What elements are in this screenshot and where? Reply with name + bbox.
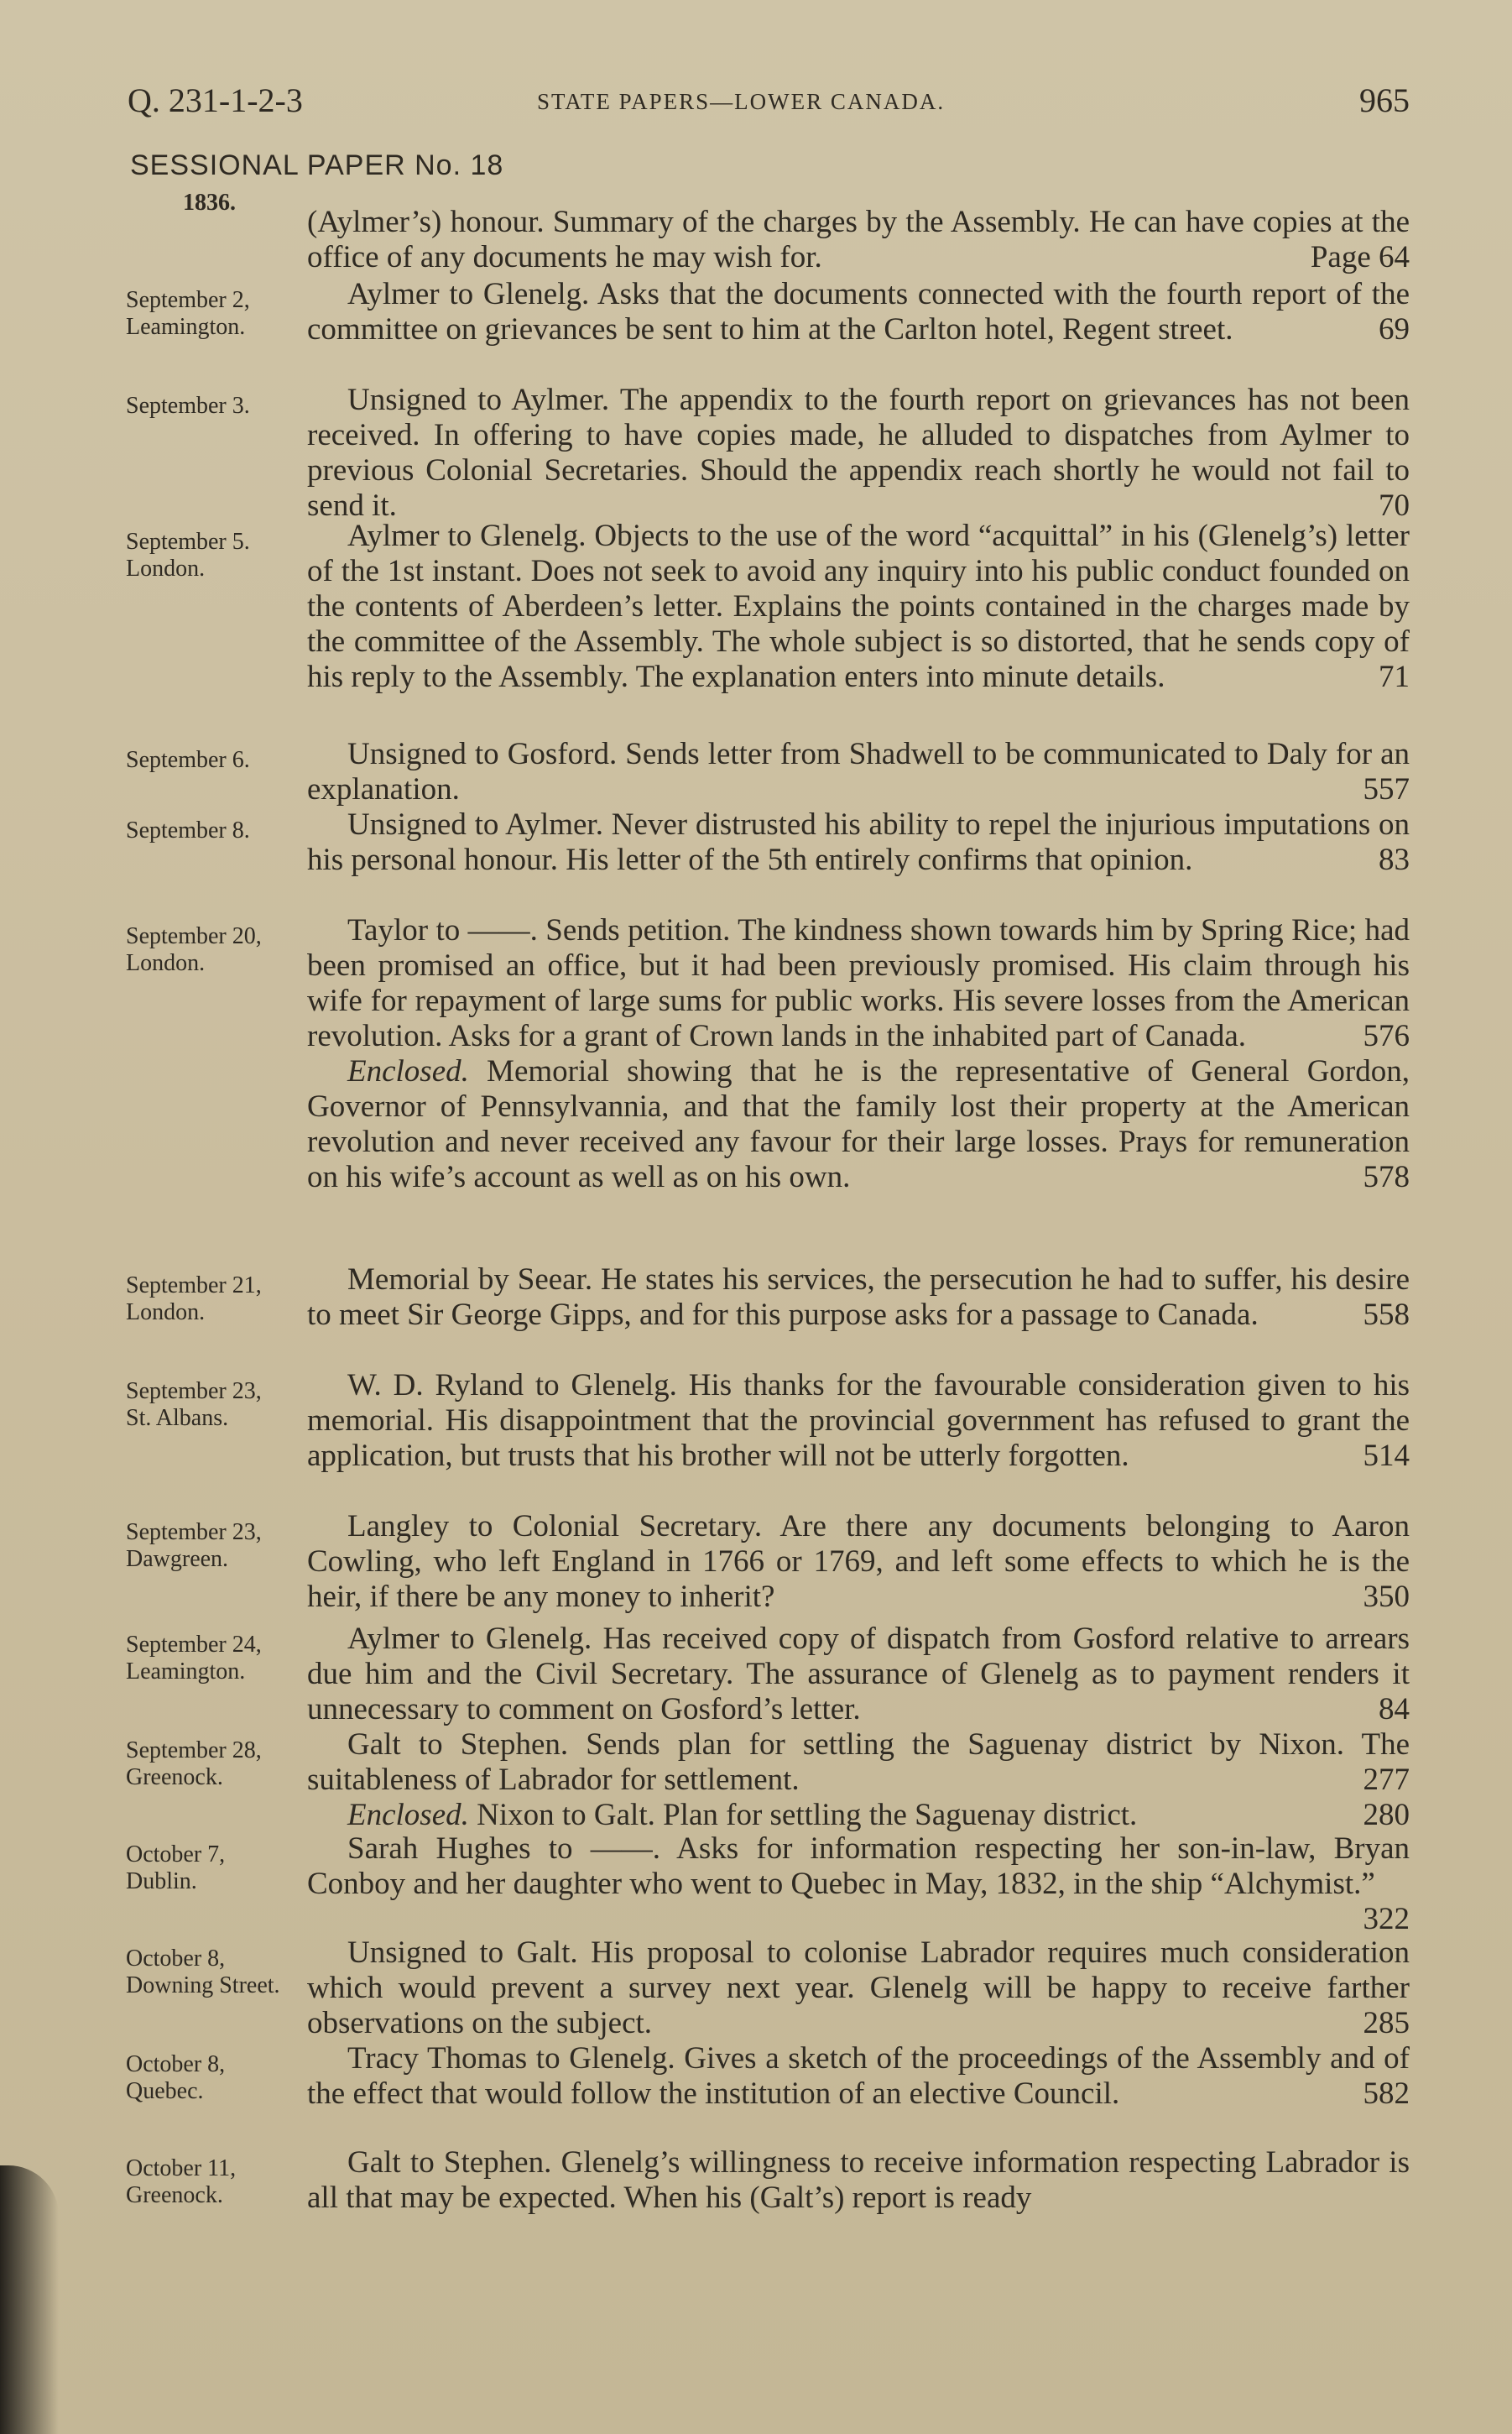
entry-text: Tracy Thomas to Glenelg. Gives a sketch of the proceedings of the Assembly and of the effect that would follow the institution of an elective Council. 582 <box>307 2041 1410 2111</box>
entry-text: Aylmer to Glenelg. Asks that the documents connected with the fourth report of the committee on grievances be sent to him at the Carlton hotel, Regent street. 69 <box>307 277 1410 347</box>
entry-place: Dawgreen. <box>126 1546 229 1572</box>
entry-body <box>307 913 1410 1195</box>
entry-place: Leamington. <box>126 1658 246 1684</box>
entry-body <box>307 737 1410 807</box>
entry-text: Unsigned to Aylmer. Never distrusted his ability to repel the injurious imputations on his personal honour. His letter of the 5th entirely confirms that opinion. 83 <box>307 807 1410 877</box>
entry-place: St. Albans. <box>126 1405 229 1431</box>
entry-body <box>307 1509 1410 1615</box>
entry-text: Galt to Stephen. Sends plan for settling the Saguenay district by Nixon. The suitableness of Labrador for settlement. 277 <box>307 1727 1410 1797</box>
entry-page-ref: 350 <box>1363 1580 1410 1614</box>
entry-text: Taylor to ——. Sends petition. The kindness shown towards him by Spring Rice; had been promised an office, but it had been previously promised. His claim through his wife for repayment of large sums for public works. His severe losses from the American revolution. Asks for a grant of Crown lands in the inhabited part of Canada. 576 <box>307 913 1410 1053</box>
entry-text: Galt to Stephen. Glenelg’s willingness to receive information respecting Labrador is all that may be expected. When his (Galt’s) report is ready <box>307 2145 1410 2215</box>
entry-date: September 8. <box>126 817 250 844</box>
entry-text: Memorial by Seear. He states his services, the persecution he had to suffer, his desire to meet Sir George Gipps, and for this purpose asks for a passage to Canada. 558 <box>307 1262 1410 1332</box>
entry-place: Greenock. <box>126 2182 223 2208</box>
entry-text: W. D. Ryland to Glenelg. His thanks for the favourable consideration given to his memorial. His disappointment that the provincial government has refused to grant the application, but trusts that his brother will not be utterly forgotten. 514 <box>307 1368 1410 1473</box>
entry-place: Leamington. <box>126 314 246 340</box>
entry-page-ref: 84 <box>1379 1692 1410 1726</box>
entry-text: Unsigned to Aylmer. The appendix to the fourth report on grievances has not been received. In offering to have copies made, he alluded to dispatches from Aylmer to previous Colonial Secretaries. Should the appendix reach shortly he would not fail to send it. 70 <box>307 383 1410 523</box>
entry-place: London. <box>126 950 206 976</box>
entry-date: September 5. <box>126 529 250 555</box>
entry-date: September 2, <box>126 287 250 313</box>
entry-body <box>307 1368 1410 1474</box>
entry-place: London. <box>126 556 206 582</box>
entry-date: September 28, <box>126 1737 262 1763</box>
entry-date: October 11, <box>126 2155 237 2181</box>
enclosure-text: Enclosed. Nixon to Galt. Plan for settling the Saguenay district. 280 <box>347 1798 1410 1832</box>
entry-page-ref: 322 <box>1363 1902 1410 1936</box>
entry-body <box>307 1935 1410 2041</box>
page-number: 965 <box>1359 81 1410 119</box>
entry-body <box>307 1831 1410 1937</box>
entry-page-ref: 285 <box>1363 2006 1410 2040</box>
entry-date: September 21, <box>126 1272 262 1298</box>
enclosure-label: Enclosed. <box>347 1054 469 1089</box>
enclosure-label: Enclosed. <box>347 1798 469 1832</box>
entry-date-place <box>126 1841 302 1895</box>
entry-date-place <box>126 1632 302 1685</box>
entry-date: September 6. <box>126 747 250 773</box>
entry-date: September 24, <box>126 1632 262 1658</box>
entry-date-place <box>126 923 302 977</box>
entry-page-ref: 558 <box>1363 1298 1410 1332</box>
entry-date-place <box>126 817 302 844</box>
sessional-paper-heading: SESSIONAL PAPER No. 18 <box>130 149 504 181</box>
entry-text: Aylmer to Glenelg. Has received copy of dispatch from Gosford relative to arrears due him and the Civil Secretary. The assurance of Glenelg as to payment renders it unnecessary to comment on Gosford’s letter. 84 <box>307 1622 1410 1726</box>
archive-reference: Q. 231-1-2-3 <box>128 81 303 119</box>
entry-date: September 20, <box>126 923 262 949</box>
entry-date: September 23, <box>126 1378 262 1404</box>
entry-page-ref: 582 <box>1363 2076 1410 2111</box>
entry-date-place <box>126 287 302 341</box>
entry-date: October 8, <box>126 2051 226 2077</box>
enclosure-page-ref: 280 <box>1363 1798 1410 1832</box>
entry-text: Langley to Colonial Secretary. Are there any documents belonging to Aaron Cowling, who left England in 1766 or 1769, and left some effects to which he is the heir, if there be any money to inherit? 350 <box>307 1509 1410 1614</box>
entry-date-place <box>126 747 302 774</box>
entry-date: October 7, <box>126 1841 226 1867</box>
entry-text: Aylmer to Glenelg. Objects to the use of the word “acquittal” in his (Glenelg’s) letter of the 1st instant. Does not seek to avoid any inquiry into his public conduct founded on the contents of Aberdeen’s letter. Explains the points contained in the charges made by the committee of the Assembly. The whole subject is so distorted, that he sends copy of his reply to the Assembly. The explanation enters into minute details. 71 <box>307 519 1410 694</box>
entry-date-place <box>126 2051 302 2105</box>
year-label: 1836. <box>183 190 236 216</box>
running-title: STATE PAPERS—LOWER CANADA. <box>537 89 946 114</box>
entry-date: September 23, <box>126 1519 262 1545</box>
entry-place: Downing Street. <box>126 1972 280 1998</box>
entry-body <box>307 277 1410 347</box>
entry-date-place <box>126 1378 302 1432</box>
entry-text: Unsigned to Gosford. Sends letter from Shadwell to be communicated to Daly for an explanation. 557 <box>307 737 1410 807</box>
entry-body <box>307 807 1410 878</box>
entry-date-place <box>126 1946 302 1999</box>
entry-page-ref: 277 <box>1363 1763 1410 1797</box>
entry-page-ref: 514 <box>1363 1439 1410 1473</box>
entry-body <box>307 1727 1410 1833</box>
entry-body <box>307 519 1410 695</box>
entry-date: October 8, <box>126 1946 226 1972</box>
entry-body <box>307 205 1410 275</box>
entry-page-ref: Page 64 <box>1310 240 1410 274</box>
entry-place: Greenock. <box>126 1764 223 1790</box>
entry-place: Quebec. <box>126 2078 204 2104</box>
entry-date-place <box>126 1272 302 1326</box>
enclosure-text: Enclosed. Memorial showing that he is the representative of General Gordon, Governor of Pennsylvannia, and that the family lost their property at the American revolution and never received any favour for their large losses. Prays for remuneration on his wife’s account as well as on his own. 578 <box>307 1054 1410 1194</box>
entry-page-ref: 71 <box>1379 660 1410 694</box>
entry-date-place <box>126 1737 302 1791</box>
entry-body <box>307 1622 1410 1727</box>
entry-place: London. <box>126 1299 206 1325</box>
entry-text: (Aylmer’s) honour. Summary of the charges by the Assembly. He can have copies at the office of any documents he may wish for. Page 64 <box>307 205 1410 274</box>
entry-page-ref: 83 <box>1379 843 1410 877</box>
entry-page-ref: 70 <box>1379 488 1410 523</box>
entry-date-place <box>126 2155 302 2209</box>
entry-text: Sarah Hughes to ——. Asks for information respecting her son-in-law, Bryan Conboy and her daughter who went to Quebec in May, 1832, in the ship “Alchymist.” 322 <box>307 1831 1410 1936</box>
entry-page-ref: 69 <box>1379 312 1410 347</box>
entry-date-place <box>126 1519 302 1573</box>
entry-date-place <box>126 393 302 420</box>
entry-body <box>307 2041 1410 2112</box>
entry-page-ref: 557 <box>1363 772 1410 807</box>
entry-page-ref: 576 <box>1363 1019 1410 1053</box>
entry-text: Unsigned to Galt. His proposal to colonise Labrador requires much consideration which would prevent a survey next year. Glenelg will be happy to receive farther observations on the subject. 285 <box>307 1935 1410 2040</box>
entry-place: Dublin. <box>126 1868 197 1894</box>
entry-body <box>307 1262 1410 1333</box>
enclosure-page-ref: 578 <box>1363 1160 1410 1194</box>
entry-body <box>307 383 1410 524</box>
entry-date: September 3. <box>126 393 250 419</box>
entry-body <box>307 2145 1410 2216</box>
entry-date-place <box>126 529 302 582</box>
